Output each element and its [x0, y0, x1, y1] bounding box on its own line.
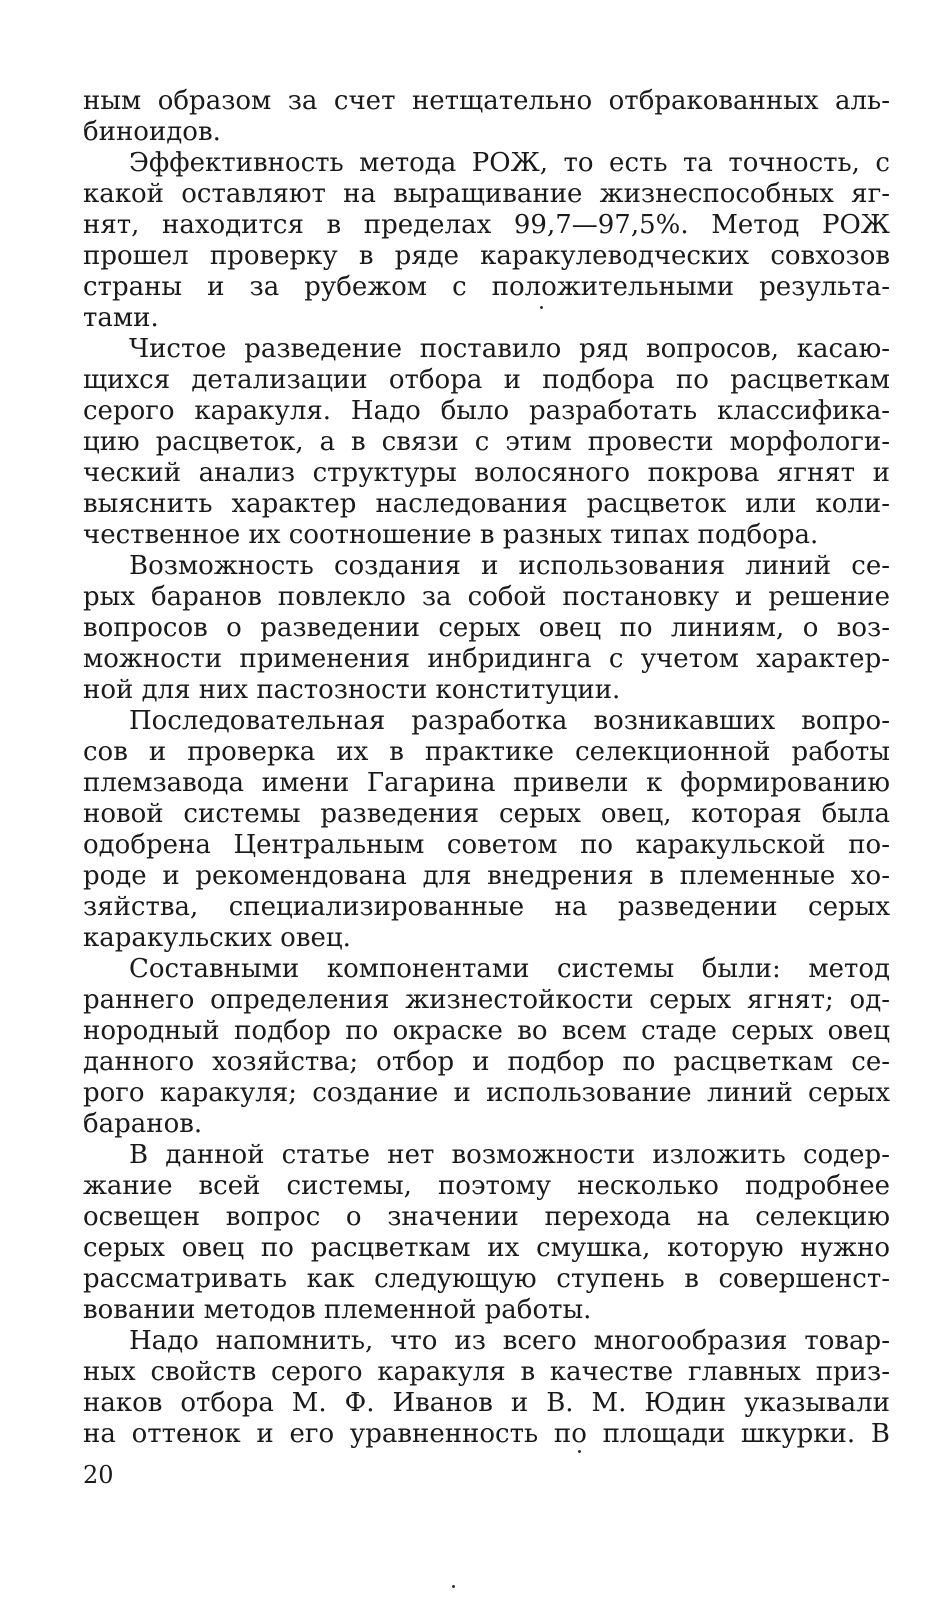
text-line: Последовательная разработка возникавших вопро-: [129, 706, 890, 736]
text-line: на оттенок и его уравненность по площади шкурки. В: [83, 1419, 890, 1449]
page-text: [83, 86, 890, 1450]
text-line: новой системы разведения серых овец, которая была: [83, 799, 890, 829]
text-line: серых овец по расцветкам их смушка, которую нужно: [83, 1233, 890, 1263]
paragraph: [83, 706, 890, 954]
paragraph: [83, 954, 890, 1140]
paragraph: [83, 334, 890, 551]
text-line: одобрена Центральным советом по каракульской по-: [83, 830, 890, 860]
text-line: ных свойств серого каракуля в качестве главных приз-: [83, 1357, 890, 1387]
text-line: сов и проверка их в практике селекционной работы: [83, 737, 890, 767]
paragraph: [83, 1140, 890, 1326]
text-line: ческий анализ структуры волосяного покрова ягнят и: [83, 458, 890, 488]
text-line: Надо напомнить, что из всего многообразия товар-: [129, 1326, 890, 1356]
text-line: племзавода имени Гагарина привели к формированию: [83, 768, 890, 798]
text-line: рассматривать как следующую ступень в совершенст-: [83, 1264, 890, 1294]
paragraph: [83, 86, 890, 148]
scan-speck: [540, 306, 543, 309]
text-line: роде и рекомендована для внедрения в племенные хо-: [83, 861, 890, 891]
text-line: освещен вопрос о значении перехода на селекцию: [83, 1202, 890, 1232]
text-line: Составными компонентами системы были: метод: [129, 954, 890, 984]
text-line: каракульских овец.: [83, 923, 351, 953]
text-line: раннего определения жизнестойкости серых ягнят; од-: [83, 985, 890, 1015]
text-line: ным образом за счет нетщательно отбракованных аль-: [83, 86, 890, 116]
page-number: 20: [83, 1461, 114, 1489]
text-line: тами.: [83, 303, 159, 333]
text-line: В данной статье нет возможности изложить содер-: [129, 1140, 890, 1170]
text-line: Чистое разведение поставило ряд вопросов, касаю-: [129, 334, 890, 364]
text-line: баранов.: [83, 1109, 203, 1139]
text-line: нородный подбор по окраске во всем стаде серых овец: [83, 1016, 890, 1046]
text-line: чественное их соотношение в разных типах подбора.: [83, 520, 819, 550]
text-line: рого каракуля; создание и использование линий серых: [83, 1078, 890, 1108]
text-line: ной для них пастозности конституции.: [83, 675, 621, 705]
text-line: Эффективность метода РОЖ, то есть та точность, с: [129, 148, 890, 178]
text-line: рых баранов повлекло за собой постановку и решение: [83, 582, 890, 612]
text-line: страны и за рубежом с положительными результа-: [83, 272, 890, 302]
scan-speck: [452, 1585, 455, 1588]
text-line: жание всей системы, поэтому несколько подробнее: [83, 1171, 890, 1201]
paragraph: [83, 148, 890, 334]
text-line: Возможность создания и использования линий се-: [129, 551, 890, 581]
scan-speck: [578, 1450, 581, 1453]
text-line: цию расцветок, а в связи с этим провести морфологи-: [83, 427, 890, 457]
text-line: нят, находится в пределах 99,7—97,5%. Метод РОЖ: [83, 210, 890, 240]
text-line: зяйства, специализированные на разведении серых: [83, 892, 890, 922]
paragraph: [83, 1326, 890, 1450]
text-line: биноидов.: [83, 117, 221, 147]
paragraph: [83, 551, 890, 706]
text-line: выяснить характер наследования расцветок или коли-: [83, 489, 890, 519]
text-line: данного хозяйства; отбор и подбор по расцветкам се-: [83, 1047, 890, 1077]
text-line: вопросов о разведении серых овец по линиям, о воз-: [83, 613, 890, 643]
text-line: прошел проверку в ряде каракулеводческих совхозов: [83, 241, 890, 271]
text-line: вовании методов племенной работы.: [83, 1295, 592, 1325]
text-line: наков отбора М. Ф. Иванов и В. М. Юдин указывали: [83, 1388, 890, 1418]
text-line: щихся детализации отбора и подбора по расцветкам: [83, 365, 890, 395]
text-line: какой оставляют на выращивание жизнеспособных яг-: [83, 179, 890, 209]
text-line: серого каракуля. Надо было разработать классифика-: [83, 396, 890, 426]
text-line: можности применения инбридинга с учетом характер-: [83, 644, 890, 674]
